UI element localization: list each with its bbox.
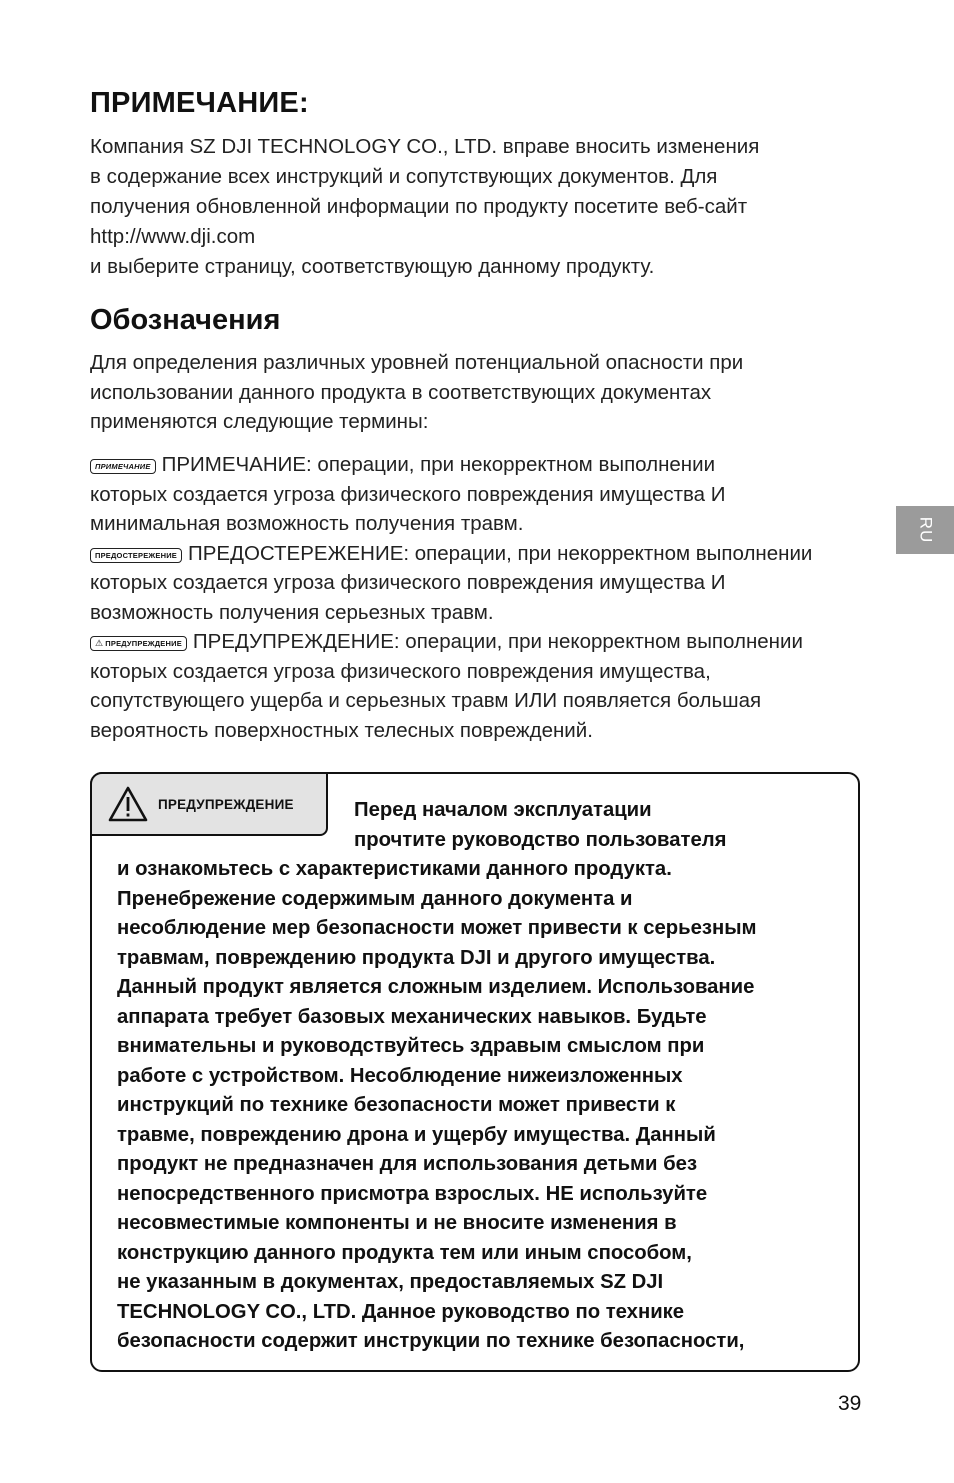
symbols-title: Обозначения (90, 304, 281, 336)
note-body (90, 132, 870, 282)
warning-line: продукт не предназначен для использования детьми без (117, 1153, 698, 1175)
intro-line: Для определения различных уровней потенциальной опасности при (90, 351, 744, 374)
term-line: которых создается угроза физического повреждения имущества, (90, 659, 711, 683)
note-badge: ПРИМЕЧАНИЕ (90, 459, 156, 474)
term-line: вероятность поверхностных телесных повреждений. (90, 718, 593, 742)
warning-box-label: ПРЕДУПРЕЖДЕНИЕ (158, 796, 294, 812)
warning-line: несоблюдение мер безопасности может привести к серьезным (117, 917, 757, 939)
warning-line: прочтите руководство пользователя (354, 828, 727, 851)
intro-line: применяются следующие термины: (90, 410, 429, 433)
term-line: которых создается угроза физического повреждения имущества И (90, 482, 726, 506)
warning-line: работе с устройством. Несоблюдение нижеизложенных (117, 1064, 683, 1087)
intro-line: использовании данного продукта в соответствующих документах (90, 380, 712, 404)
note-line: Компания SZ DJI TECHNOLOGY CO., LTD. вправе вносить изменения (90, 135, 760, 158)
term-line: ПРЕДУПРЕЖДЕНИЕ: операции, при некорректном выполнении (192, 630, 803, 653)
warning-line: непосредственного присмотра взрослых. НЕ используйте (117, 1182, 708, 1205)
warning-line: инструкций по технике безопасности может привести к (117, 1094, 676, 1116)
warning-line: внимательны и руководствуйтесь здравым смыслом при (117, 1035, 705, 1057)
warning-badge (90, 636, 187, 651)
note-line: и выберите страницу, соответствующую данному продукту. (90, 255, 655, 278)
warning-line: и ознакомьтесь с характеристиками данного продукта. (117, 858, 672, 880)
warning-line: Перед началом эксплуатации (354, 799, 652, 821)
terms-list (90, 450, 880, 745)
warning-box (90, 772, 860, 1372)
caution-badge: ПРЕДОСТЕРЕЖЕНИЕ (90, 548, 182, 563)
warning-line: аппарата требует базовых механических навыков. Будьте (117, 1005, 707, 1028)
page-number: 39 (838, 1392, 862, 1415)
warning-line: Пренебрежение содержимым данного документа и (117, 887, 633, 910)
warning-line: безопасности содержит инструкции по технике безопасности, (117, 1330, 745, 1352)
note-title: ПРИМЕЧАНИЕ: (90, 87, 309, 119)
term-warning (90, 627, 880, 745)
warning-line: TECHNOLOGY CO., LTD. Данное руководство по технике (117, 1300, 685, 1323)
warning-badge-label: ПРЕДУПРЕЖДЕНИЕ (105, 639, 182, 648)
warning-line: конструкцию данного продукта тем или иным способом, (117, 1241, 692, 1264)
note-link[interactable]: http://www.dji.com (90, 225, 256, 248)
warning-box-text (117, 796, 847, 1357)
term-line: которых создается угроза физического повреждения имущества И (90, 571, 726, 594)
language-tab (896, 506, 954, 554)
term-caution (90, 539, 880, 628)
term-line: минимальная возможность получения травм. (90, 512, 524, 535)
note-line: получения обновленной информации по продукту посетите веб-сайт (90, 195, 748, 218)
term-note (90, 450, 880, 539)
warning-triangle-icon: ⚠ (95, 638, 104, 648)
warning-line: травме, повреждению дрона и ущербу имущества. Данный (117, 1123, 716, 1146)
warning-line: несовместимые компоненты и не вносите изменения в (117, 1212, 677, 1234)
term-line: возможность получения серьезных травм. (90, 600, 494, 624)
note-line: в содержание всех инструкций и сопутствующих документов. Для (90, 165, 718, 188)
language-tab-label: RU (916, 516, 935, 544)
warning-line: Данный продукт является сложным изделием. Использование (117, 976, 755, 998)
term-line: ПРЕДОСТЕРЕЖЕНИЕ: операции, при некорректном выполнении (187, 541, 813, 565)
warning-line: травмам, повреждению продукта DJI и другого имущества. (117, 946, 716, 969)
term-line: сопутствующего ущерба и серьезных травм ИЛИ появляется большая (90, 689, 762, 712)
term-line: ПРИМЕЧАНИЕ: операции, при некорректном выполнении (161, 453, 716, 476)
warning-line: не указанным в документах, предоставляемых SZ DJI (117, 1271, 664, 1293)
symbols-intro (90, 348, 870, 437)
